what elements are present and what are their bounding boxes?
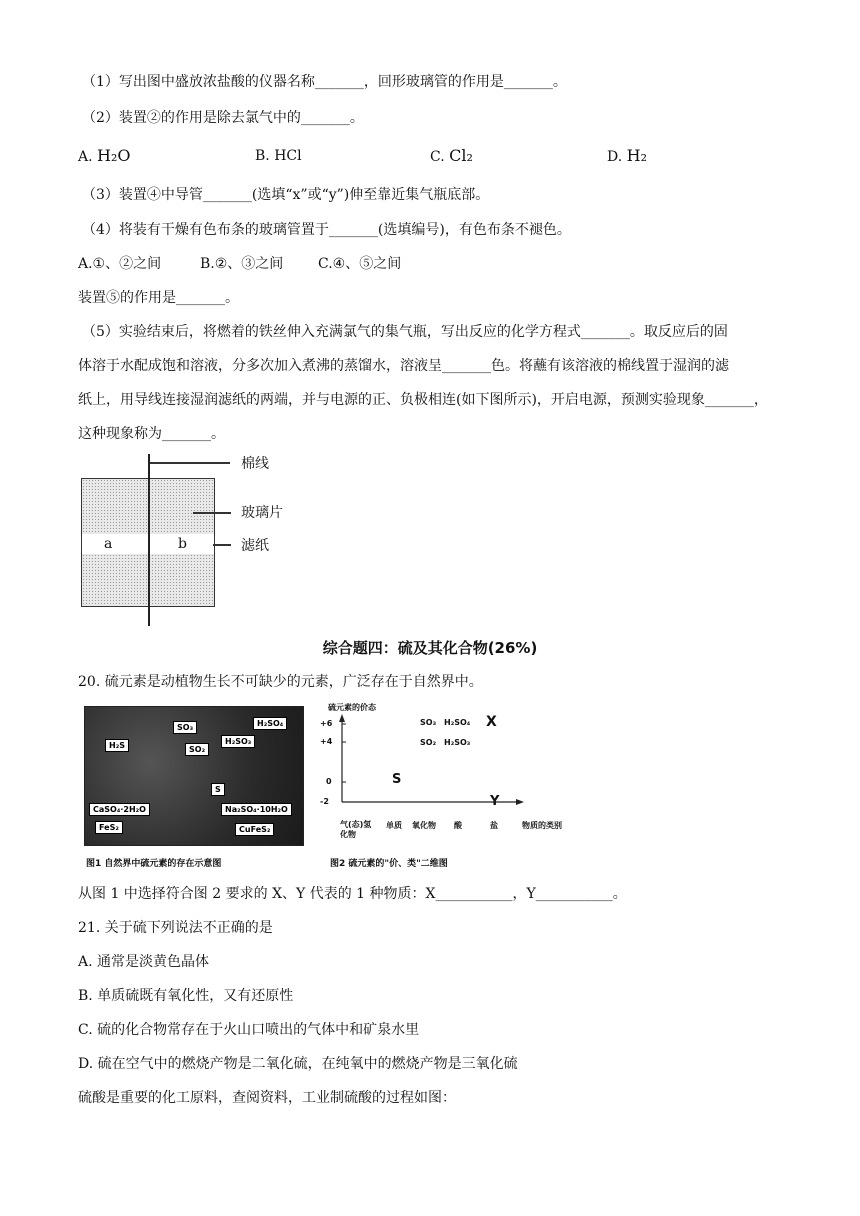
label-glass-plate: 玻璃片: [241, 505, 283, 521]
q20-stem: 20. 硫元素是动植物生长不可缺少的元素，广泛存在于自然界中。: [78, 674, 483, 690]
lead-line-paper: [213, 544, 231, 546]
point-h2so4: H₂SO₄: [444, 718, 471, 727]
lead-line-glass: [193, 512, 231, 514]
tag-cufes2: CuFeS₂: [235, 823, 274, 836]
q21-option-a: A. 通常是淡黄色晶体: [78, 954, 210, 970]
q19-part4b: 装置⑤的作用是_______。: [78, 290, 239, 306]
q19-part5-line4: 这种现象称为_______。: [78, 426, 225, 442]
tag-so2: SO₂: [185, 743, 209, 756]
tag-s: S: [211, 783, 225, 796]
tag-h2s: H₂S: [105, 739, 129, 752]
point-so3: SO₃: [420, 718, 437, 727]
q21-stem: 21. 关于硫下列说法不正确的是: [78, 920, 273, 936]
x-axis-label: 物质的类别: [522, 821, 562, 830]
ytick-0: 0: [326, 777, 332, 786]
q19-part1: （1）写出图中盛放浓盐酸的仪器名称_______，回形玻璃管的作用是_______。: [82, 74, 567, 90]
q19-part4: （4）将装有干燥有色布条的玻璃管置于_______(选填编号)，有色布条不褪色。: [82, 222, 571, 238]
q20-question: 从图 1 中选择符合图 2 要求的 X、Y 代表的 1 种物质：X___________，Y___________。: [78, 886, 627, 902]
ytick-plus4: +4: [320, 737, 333, 746]
q19-option-d: D. H₂: [607, 146, 648, 165]
figure1-caption: 图1 自然界中硫元素的存在示意图: [86, 859, 222, 869]
point-s: S: [392, 772, 402, 787]
q19-part2: （2）装置②的作用是除去氯气中的_______。: [82, 110, 364, 126]
q21-option-b: B. 单质硫既有氧化性，又有还原性: [78, 988, 294, 1004]
q19-part4-option-c: C.④、⑤之间: [318, 256, 402, 272]
xtick-oxide: 氧化物: [412, 821, 436, 830]
y-axis-label: 硫元素的价态: [328, 703, 376, 712]
q19-option-b: B. HCl: [255, 148, 302, 164]
tag-h2so4: H₂SO₄: [253, 717, 287, 730]
tag-na2so4: Na₂SO₄·10H₂O: [221, 803, 292, 816]
tag-so3: SO₃: [173, 721, 197, 734]
xtick-hydride: 气(态)氢化物: [340, 820, 372, 839]
q19-part5-line2: 体溶于水配成饱和溶液，分多次加入煮沸的蒸馏水，溶液呈_______色。将蘸有该溶液的棉线置于湿润的滤: [78, 358, 729, 374]
section-title: 综合题四：硫及其化合物(26%): [322, 639, 538, 657]
point-x: X: [486, 714, 497, 730]
figure2-chart: [318, 700, 598, 860]
q19-part4-option-a: A.①、②之间: [78, 256, 162, 272]
tail-paragraph: 硫酸是重要的化工原料，查阅资料，工业制硫酸的过程如图：: [78, 1090, 456, 1106]
q21-option-d: D. 硫在空气中的燃烧产物是二氧化硫，在纯氧中的燃烧产物是三氧化硫: [78, 1056, 518, 1072]
point-h2so3: H₂SO₃: [444, 738, 471, 747]
tag-fes2: FeS₂: [95, 821, 123, 834]
figure2-caption: 图2 硫元素的"价、类"二维图: [330, 859, 448, 869]
q19-part4-option-b: B.②、③之间: [200, 256, 284, 272]
ytick-minus2: -2: [320, 797, 329, 806]
label-filter-paper: 滤纸: [241, 538, 269, 554]
point-y: Y: [490, 794, 500, 809]
point-so2: SO₂: [420, 738, 437, 747]
q19-part5-line3: 纸上，用导线连接湿润滤纸的两端，并与电源的正、负极相连(如下图所示)，开启电源，预测实验现象_______，: [78, 392, 768, 408]
q21-option-c: C. 硫的化合物常存在于火山口喷出的气体中和矿泉水里: [78, 1022, 420, 1038]
q19-option-a: A. H₂O: [78, 146, 131, 165]
filter-paper-diagram: [78, 452, 318, 632]
q19-part5-line1: （5）实验结束后，将燃着的铁丝伸入充满氯气的集气瓶，写出反应的化学方程式_______。取反应后的固: [82, 324, 728, 340]
x-axis-arrow: [516, 799, 524, 805]
label-cotton-thread: 棉线: [241, 456, 269, 472]
ytick-plus6: +6: [320, 719, 333, 728]
figure1-photo: [84, 706, 304, 846]
xtick-element: 单质: [386, 821, 402, 830]
label-a: a: [104, 536, 113, 552]
cotton-thread: [148, 454, 150, 626]
xtick-salt: 盐: [490, 821, 498, 830]
q19-option-c: C. Cl₂: [430, 146, 473, 165]
tag-caso4: CaSO₄·2H₂O: [89, 803, 150, 816]
tag-h2so3: H₂SO₃: [221, 735, 255, 748]
q19-part3: （3）装置④中导管_______(选填“x”或“y”)伸至靠近集气瓶底部。: [82, 187, 490, 203]
lead-line-thread: [150, 462, 230, 464]
label-b: b: [178, 536, 187, 552]
y-axis-arrow: [339, 714, 345, 722]
xtick-acid: 酸: [454, 821, 462, 830]
